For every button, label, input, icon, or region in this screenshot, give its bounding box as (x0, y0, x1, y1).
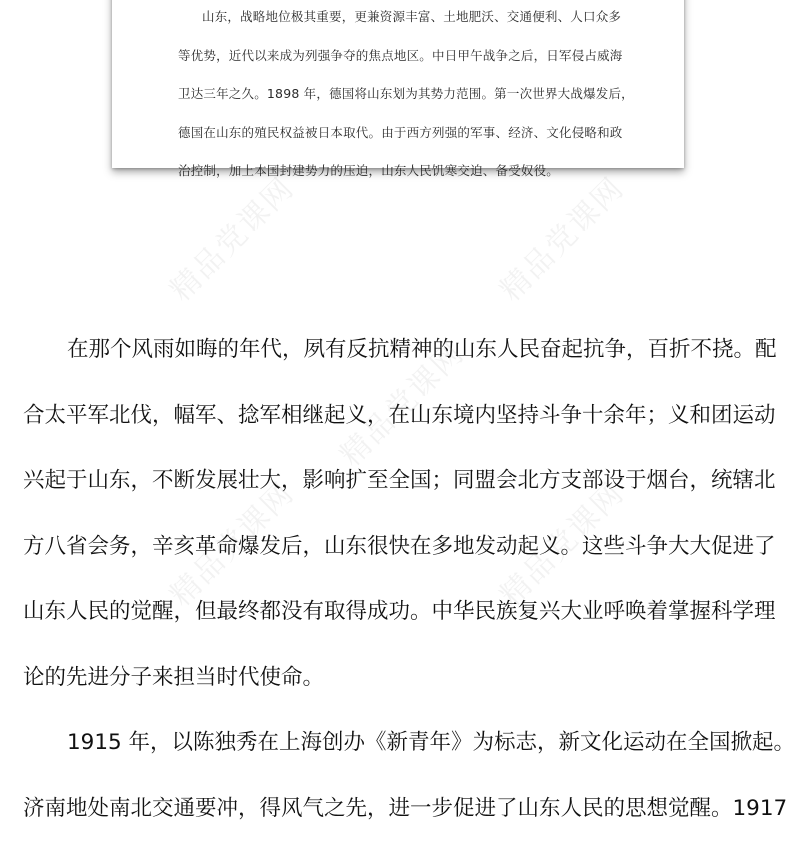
excerpt-line: 治控制，加上本国封建势力的压迫，山东人民饥寒交迫、备受奴役。 (178, 152, 644, 191)
watermark: 精品党课网 (328, 330, 472, 474)
article-body (23, 317, 783, 841)
excerpt-card (112, 0, 684, 168)
excerpt-line: 山东，战略地位极其重要，更兼资源丰富、土地肥沃、交通便利、人口众多 (202, 0, 644, 37)
watermark: 精品党课网 (158, 165, 302, 309)
body-line: 兴起于山东，不断发展壮大，影响扩至全国；同盟会北方支部设于烟台，统辖北 (23, 448, 783, 514)
excerpt-line: 等优势，近代以来成为列强争夺的焦点地区。中日甲午战争之后，日军侵占威海 (178, 37, 644, 76)
body-line: 济南地处南北交通要冲，得风气之先，进一步促进了山东人民的思想觉醒。1917 (23, 776, 783, 841)
body-line: 在那个风雨如晦的年代，夙有反抗精神的山东人民奋起抗争，百折不挠。配 (67, 317, 783, 383)
paragraph-2 (23, 710, 783, 841)
body-line: 1915 年，以陈独秀在上海创办《新青年》为标志，新文化运动在全国掀起。 (67, 710, 783, 776)
body-line: 方八省会务，辛亥革命爆发后，山东很快在多地发动起义。这些斗争大大促进了 (23, 514, 783, 580)
excerpt-paragraph (178, 0, 644, 191)
excerpt-line: 卫达三年之久。1898 年，德国将山东划为其势力范围。第一次世界大战爆发后， (178, 75, 644, 114)
body-line: 论的先进分子来担当时代使命。 (23, 645, 783, 711)
body-line: 合太平军北伐，幅军、捻军相继起义，在山东境内坚持斗争十余年；义和团运动 (23, 383, 783, 449)
watermark: 精品党课网 (488, 470, 632, 614)
watermark: 精品党课网 (158, 470, 302, 614)
watermark: 精品党课网 (488, 165, 632, 309)
body-line: 山东人民的觉醒，但最终都没有取得成功。中华民族复兴大业呼唤着掌握科学理 (23, 579, 783, 645)
excerpt-line: 德国在山东的殖民权益被日本取代。由于西方列强的军事、经济、文化侵略和政 (178, 114, 644, 153)
paragraph-1 (23, 317, 783, 710)
